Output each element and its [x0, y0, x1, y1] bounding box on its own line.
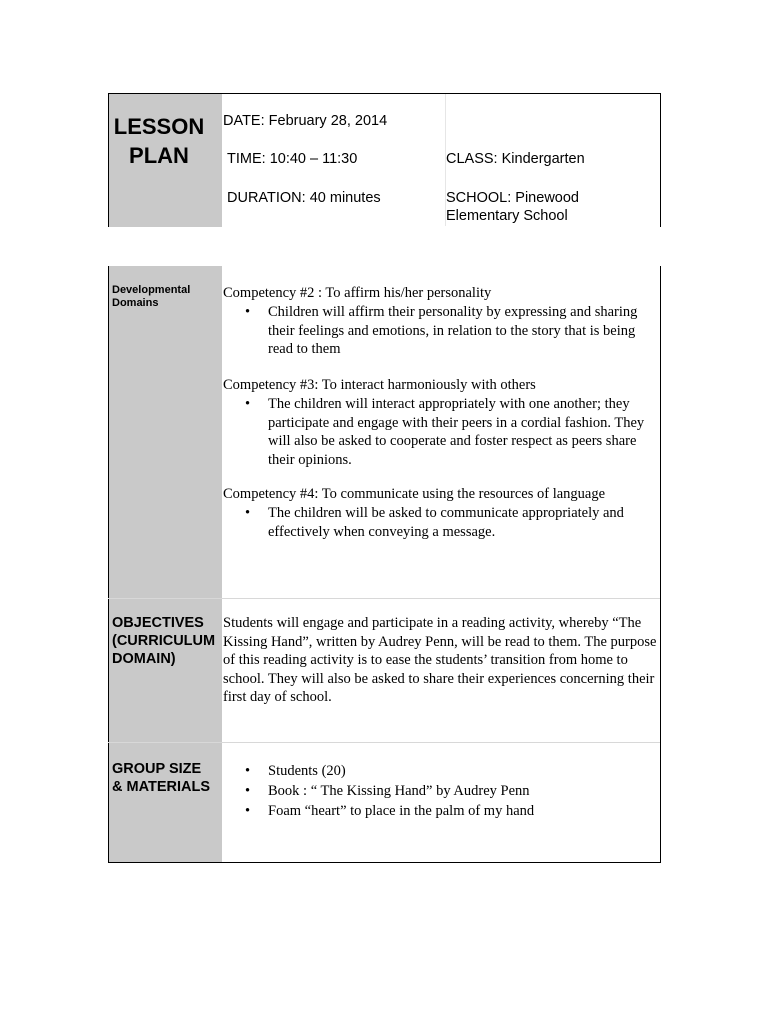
duration-field: DURATION: 40 minutes [227, 190, 381, 206]
bullet-icon: • [245, 304, 251, 320]
table-bottom-border [108, 862, 661, 863]
competency-3-heading: Competency #3: To interact harmoniously with others [223, 377, 536, 393]
developmental-domains-label: Developmental Domains [112, 284, 191, 309]
time-field: TIME: 10:40 – 11:30 [227, 151, 358, 167]
class-field: CLASS: Kindergarten [446, 151, 585, 167]
bullet-icon: • [245, 783, 251, 799]
competency-3-bullet: • The children will interact appropriately with one another; they participate and engage with their peers in a cordial fashion. They will also be asked to cooperate and foster respect as peers share their opinions. [245, 396, 645, 468]
competency-2-bullet: • Children will affirm their personality by expressing and sharing their feelings and emotions, in relation to the story that is being read to them [245, 304, 638, 357]
objectives-text: Students will engage and participate in a reading activity, whereby “The Kissing Hand”, written by Audrey Penn, will be read to them. The purpose of this reading activity is to ease the students’ transition from home to school. They will also be asked to share their experiences concerning their first day of school. [223, 615, 657, 705]
objectives-label: OBJECTIVES (CURRICULUM DOMAIN) [112, 615, 216, 667]
bullet-icon: • [245, 763, 251, 779]
date-field: DATE: February 28, 2014 [223, 113, 388, 129]
materials-item: • Students (20) [245, 763, 346, 779]
materials-item: • Foam “heart” to place in the palm of my hand [245, 803, 535, 819]
bullet-icon: • [245, 396, 251, 412]
header-right-border [660, 93, 661, 227]
bullet-icon: • [245, 803, 251, 819]
bullet-icon: • [245, 505, 251, 521]
competency-2-heading: Competency #2 : To affirm his/her personality [223, 285, 492, 301]
row-divider [108, 598, 660, 599]
competency-4-heading: Competency #4: To communicate using the resources of language [223, 486, 606, 502]
group-size-materials-label: GROUP SIZE & MATERIALS [112, 761, 211, 795]
school-field: SCHOOL: Pinewood Elementary School [446, 190, 579, 224]
header-top-border [108, 93, 661, 94]
row-divider [108, 742, 660, 743]
lesson-plan-title: LESSON PLAN [113, 114, 205, 168]
competency-4-bullet: • The children will be asked to communicate appropriately and effectively when conveying a message. [245, 505, 624, 540]
table-right-border [660, 266, 661, 862]
materials-item: • Book : “ The Kissing Hand” by Audrey Penn [245, 783, 530, 799]
